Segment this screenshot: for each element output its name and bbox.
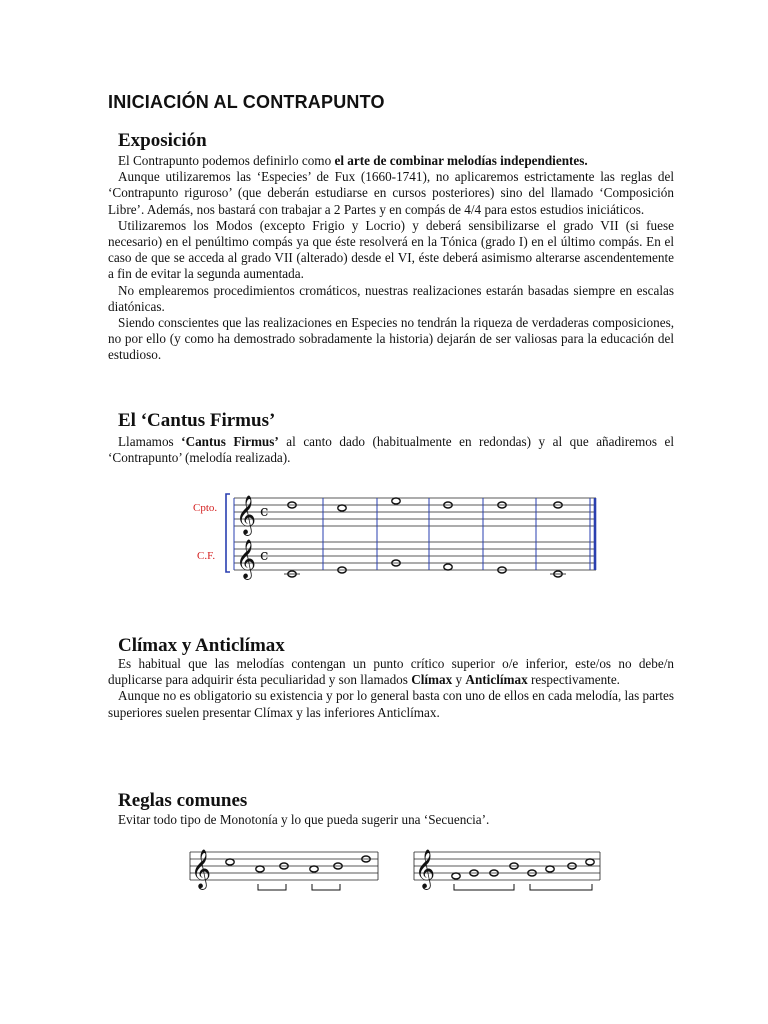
whole-note <box>444 564 452 570</box>
heading-exposicion: Exposición <box>118 130 207 151</box>
page-title: INICIACIÓN AL CONTRAPUNTO <box>108 92 385 112</box>
treble-clef-icon: 𝄞 <box>236 495 257 535</box>
score-cantus-firmus <box>220 490 640 580</box>
score-example-monotonia <box>186 842 396 902</box>
sequence-brackets <box>454 884 592 890</box>
paragraph-cantus-firmus: Llamamos ‘Cantus Firmus’ al canto dado (habitualmente en redondas) y al que añadiremos el ‘Contrapunto’ (melodía realizada). <box>108 434 674 466</box>
label-contrapunto: Cpto. <box>193 502 218 514</box>
time-signature: c <box>260 502 269 520</box>
whole-note <box>256 866 264 872</box>
definition-bold: el arte de combinar melodías independientes. <box>334 153 588 168</box>
whole-note <box>392 498 400 504</box>
score-example-secuencia <box>410 842 610 902</box>
system-bracket <box>226 494 230 572</box>
staff-upper <box>234 498 596 526</box>
exposicion-p2: Aunque utilizaremos las ‘Especies’ de Fux (1660-1741), no aplicaremos estrictamente las reglas del ‘Contrapunto riguroso’ (que deberán estudiarse en cursos posteriores) sino del llamado ‘Composición Libre’. Además, nos bastará con trabajar a 2 Partes y en compás de 4/4 para estos estudios iniciáticos. <box>108 169 674 217</box>
whole-note <box>586 859 594 865</box>
notes-cantus-firmus <box>284 560 566 577</box>
exposicion-p3: Utilizaremos los Modos (excepto Frigio y Locrio) y deberá sensibilizarse el grado VII (si fuese necesario) en el penúltimo compás ya que éste resolverá en la Tónica (grado I) en el último compás. En el caso de que se acceda al grado VII (alterado) desde el VI, éste deberá asimismo alterarse ascendentemente a fin de evitar la segunda aumentada. <box>108 217 674 282</box>
label-cantus-firmus: C.F. <box>197 550 216 562</box>
staff-lower <box>234 542 596 570</box>
exposicion-p5: Siendo conscientes que las realizaciones en Especies no tendrán la riqueza de verdaderas composiciones, no por ello (y como ha demostrado sobradamente la historia) dejarán de ser valiosas para la educación del estudioso. <box>108 315 674 363</box>
whole-note <box>546 866 554 872</box>
treble-clef-icon: 𝄞 <box>415 849 436 889</box>
exposicion-p1: El Contrapunto podemos definirlo como el arte de combinar melodías independientes. <box>118 153 588 168</box>
exposicion-p4: No emplearemos procedimientos cromáticos, nuestras realizaciones estarán basadas siempre en escalas diatónicas. <box>108 282 674 314</box>
barlines <box>234 498 595 570</box>
heading-climax: Clímax y Anticlímax <box>118 635 285 656</box>
treble-clef-icon: 𝄞 <box>191 849 212 889</box>
paragraph-exposicion <box>108 153 674 364</box>
heading-reglas-comunes: Reglas comunes <box>118 790 248 811</box>
paragraph-reglas: Evitar todo tipo de Monotonía y lo que pueda sugerir una ‘Secuencia’. <box>118 812 490 827</box>
whole-note <box>310 866 318 872</box>
whole-note <box>338 505 346 511</box>
heading-cantus-firmus: El ‘Cantus Firmus’ <box>118 410 276 431</box>
whole-note <box>226 859 234 865</box>
notes-contrapunto <box>288 498 562 511</box>
paragraph-climax: Es habitual que las melodías contengan un punto crítico superior o/e inferior, este/os no debe/n duplicarse para adquirir ésta peculiaridad y son llamados Clímax y Anticlímax respectivamente. Aunque no es obligatorio su existencia y por lo general basta con uno de ellos en cada melodía, las partes superiores suelen presentar Clímax y las inferiores Anticlímax. <box>108 656 674 720</box>
time-signature: c <box>260 546 269 564</box>
whole-note <box>452 873 460 879</box>
treble-clef-icon: 𝄞 <box>236 539 257 579</box>
sequence-brackets <box>258 884 340 890</box>
